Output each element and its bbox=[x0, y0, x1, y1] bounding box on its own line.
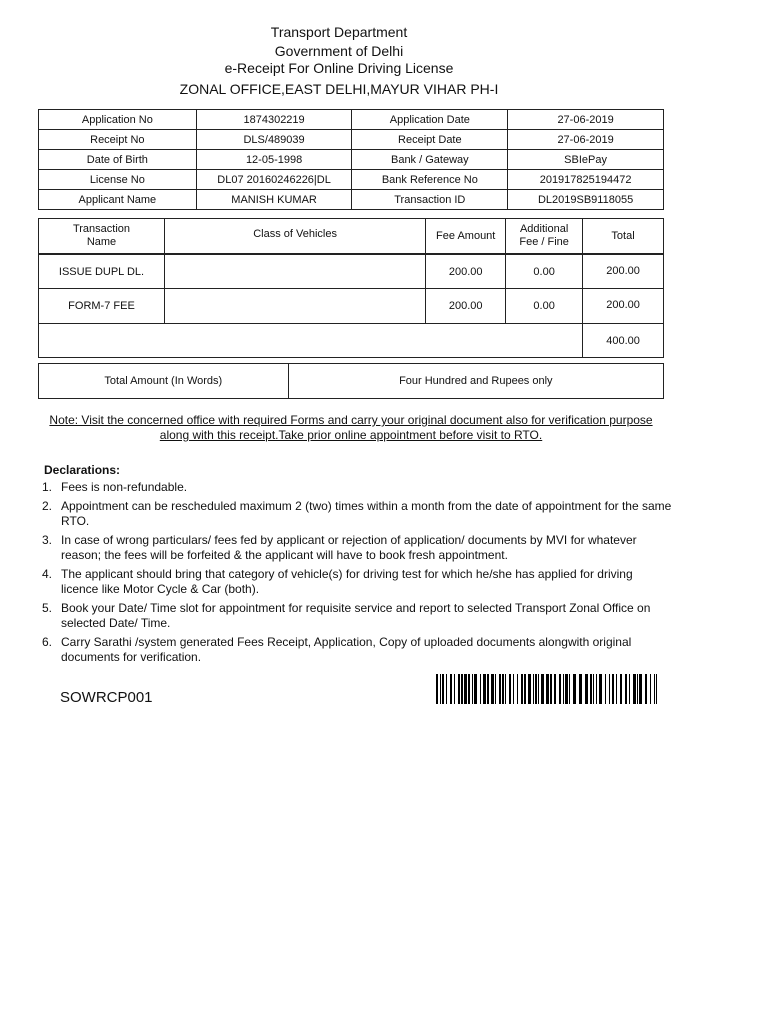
barcode-bar bbox=[637, 674, 638, 704]
fee-header-row bbox=[39, 219, 664, 254]
declaration-number: 2. bbox=[42, 499, 53, 513]
total-header: Total bbox=[583, 219, 664, 254]
barcode-bar bbox=[454, 674, 455, 704]
fee-table bbox=[38, 218, 664, 358]
barcode-bar bbox=[656, 674, 657, 704]
barcode-bar bbox=[458, 674, 460, 704]
barcode-bar bbox=[593, 674, 594, 704]
transaction-name-cell: FORM-7 FEE bbox=[39, 289, 165, 324]
grand-total-spacer bbox=[39, 324, 583, 358]
bank-reference-value: 201917825194472 bbox=[508, 170, 664, 190]
declaration-text: Appointment can be rescheduled maximum 2 (two) times within a month from the date of appointment for the same RTO. bbox=[61, 499, 672, 528]
declarations-list bbox=[42, 480, 672, 669]
fee-cell: 200.00 bbox=[426, 289, 506, 324]
declaration-number: 3. bbox=[42, 533, 53, 547]
additional-fee-header bbox=[506, 219, 583, 254]
barcode-bar bbox=[639, 674, 642, 704]
barcode-bar bbox=[464, 674, 467, 704]
barcode-bar bbox=[550, 674, 552, 704]
applicant-name-value: MANISH KUMAR bbox=[196, 190, 352, 210]
info-row bbox=[39, 110, 664, 130]
barcode-bar bbox=[440, 674, 441, 704]
barcode-bar bbox=[605, 674, 606, 704]
department-title: Transport Department bbox=[270, 24, 408, 40]
barcode-bar bbox=[472, 674, 473, 704]
form-code: SOWRCP001 bbox=[60, 689, 153, 706]
application-date-label: Application Date bbox=[352, 110, 508, 130]
barcode-bar bbox=[480, 674, 481, 704]
declaration-text: Fees is non-refundable. bbox=[61, 480, 188, 494]
application-no-value: 1874302219 bbox=[196, 110, 352, 130]
application-no-label: Application No bbox=[39, 110, 197, 130]
barcode-bar bbox=[629, 674, 630, 704]
transaction-name-cell: ISSUE DUPL DL. bbox=[39, 255, 165, 289]
class-cell bbox=[164, 289, 425, 324]
class-cell bbox=[164, 255, 425, 289]
barcode-bar bbox=[468, 674, 470, 704]
fee-row bbox=[39, 289, 664, 324]
barcode-bar bbox=[612, 674, 614, 704]
barcode-bar bbox=[616, 674, 617, 704]
barcode-bar bbox=[446, 674, 447, 704]
declaration-item bbox=[42, 635, 672, 665]
declaration-item bbox=[42, 499, 672, 529]
additional-fee-cell: 0.00 bbox=[506, 289, 583, 324]
barcode-bar bbox=[596, 674, 597, 704]
note bbox=[38, 413, 664, 443]
barcode-bar bbox=[565, 674, 568, 704]
application-info-table bbox=[38, 109, 664, 210]
receipt-date-value: 27-06-2019 bbox=[508, 130, 664, 150]
declaration-number: 5. bbox=[42, 601, 53, 615]
barcode-bar bbox=[509, 674, 511, 704]
receipt-date-label: Receipt Date bbox=[352, 130, 508, 150]
declaration-number: 4. bbox=[42, 567, 53, 581]
barcode-bar bbox=[499, 674, 501, 704]
government-title: Government of Delhi bbox=[274, 43, 404, 59]
info-row bbox=[39, 170, 664, 190]
barcode-bar bbox=[502, 674, 504, 704]
total-cell: 200.00 bbox=[583, 289, 664, 324]
transaction-name-header-text: Transaction Name bbox=[72, 223, 131, 248]
barcode-bar bbox=[538, 674, 539, 704]
barcode-bar bbox=[483, 674, 486, 704]
info-row bbox=[39, 130, 664, 150]
barcode-bar bbox=[599, 674, 602, 704]
barcode-bar bbox=[521, 674, 523, 704]
barcode-bar bbox=[535, 674, 537, 704]
license-no-label: License No bbox=[39, 170, 197, 190]
total-cell: 200.00 bbox=[583, 255, 664, 289]
dob-label: Date of Birth bbox=[39, 150, 197, 170]
bank-gateway-label: Bank / Gateway bbox=[352, 150, 508, 170]
info-row bbox=[39, 150, 664, 170]
amount-in-words-label: Total Amount (In Words) bbox=[39, 364, 289, 399]
declaration-item bbox=[42, 567, 672, 597]
barcode-bar bbox=[442, 674, 444, 704]
barcode-image bbox=[436, 674, 658, 704]
fee-cell: 200.00 bbox=[426, 255, 506, 289]
grand-total-row bbox=[39, 324, 664, 358]
barcode-bar bbox=[461, 674, 463, 704]
additional-fee-header-text: Additional Fee / Fine bbox=[519, 223, 569, 248]
amount-in-words-table bbox=[38, 363, 664, 399]
office-title: ZONAL OFFICE,EAST DELHI,MAYUR VIHAR PH-I bbox=[179, 81, 499, 97]
barcode-bar bbox=[436, 674, 438, 704]
note-line-1: Note: Visit the concerned office with required Forms and carry your original document also for verification purpose bbox=[49, 413, 653, 427]
note-line-2: along with this receipt.Take prior online appointment before visit to RTO. bbox=[159, 428, 543, 442]
dob-value: 12-05-1998 bbox=[196, 150, 352, 170]
barcode-bar bbox=[495, 674, 496, 704]
barcode-bar bbox=[590, 674, 592, 704]
barcode-bar bbox=[491, 674, 494, 704]
barcode-bar bbox=[633, 674, 636, 704]
barcode-bar bbox=[585, 674, 588, 704]
receipt-no-label: Receipt No bbox=[39, 130, 197, 150]
barcode-bar bbox=[579, 674, 582, 704]
barcode-bar bbox=[620, 674, 622, 704]
declaration-text: The applicant should bring that category of vehicle(s) for driving test for which he/she has applied for driving licence like Motor Cycle & Car (both). bbox=[61, 567, 633, 596]
barcode-bar bbox=[645, 674, 647, 704]
fee-row bbox=[39, 255, 664, 289]
amount-in-words-value: Four Hundred and Rupees only bbox=[288, 364, 663, 399]
barcode-bar bbox=[474, 674, 477, 704]
declaration-text: Book your Date/ Time slot for appointment for requisite service and report to selected Transport Zonal Office on selected Date/ Time. bbox=[61, 601, 651, 630]
amount-in-words-row bbox=[39, 364, 664, 399]
barcode-bar bbox=[541, 674, 544, 704]
declaration-item bbox=[42, 601, 672, 631]
declaration-number: 1. bbox=[42, 480, 53, 494]
info-row bbox=[39, 190, 664, 210]
transaction-name-header bbox=[39, 219, 165, 254]
barcode-bar bbox=[546, 674, 549, 704]
additional-fee-cell: 0.00 bbox=[506, 255, 583, 289]
receipt-no-value: DLS/489039 bbox=[196, 130, 352, 150]
barcode-bar bbox=[573, 674, 576, 704]
applicant-name-label: Applicant Name bbox=[39, 190, 197, 210]
transaction-id-value: DL2019SB9118055 bbox=[508, 190, 664, 210]
barcode-bar bbox=[625, 674, 627, 704]
barcode-bar bbox=[559, 674, 561, 704]
barcode-bar bbox=[563, 674, 564, 704]
declarations-title: Declarations: bbox=[44, 463, 121, 477]
declaration-item bbox=[42, 480, 672, 495]
grand-total-value: 400.00 bbox=[583, 324, 664, 358]
bank-gateway-value: SBIePay bbox=[508, 150, 664, 170]
class-of-vehicles-header: Class of Vehicles bbox=[164, 219, 425, 254]
barcode-bar bbox=[524, 674, 526, 704]
receipt-title: e-Receipt For Online Driving License bbox=[224, 60, 454, 76]
bank-reference-label: Bank Reference No bbox=[352, 170, 508, 190]
barcode-bar bbox=[554, 674, 556, 704]
barcode-bar bbox=[528, 674, 531, 704]
declaration-text: In case of wrong particulars/ fees fed by applicant or rejection of application/ documents by MVI for whatever reason; the fees will be forfeited & the applicant will have to book fresh appointment. bbox=[61, 533, 637, 562]
barcode-bar bbox=[609, 674, 610, 704]
fee-amount-header: Fee Amount bbox=[426, 219, 506, 254]
barcode-bar bbox=[569, 674, 570, 704]
declaration-number: 6. bbox=[42, 635, 53, 649]
declaration-text: Carry Sarathi /system generated Fees Receipt, Application, Copy of uploaded documents alongwith original documents for verification. bbox=[61, 635, 632, 664]
barcode-bar bbox=[513, 674, 514, 704]
barcode-bar bbox=[517, 674, 518, 704]
barcode-bar bbox=[487, 674, 489, 704]
application-date-value: 27-06-2019 bbox=[508, 110, 664, 130]
barcode-bar bbox=[650, 674, 651, 704]
declaration-item bbox=[42, 533, 672, 563]
transaction-id-label: Transaction ID bbox=[352, 190, 508, 210]
barcode-bar bbox=[533, 674, 534, 704]
barcode-bar bbox=[654, 674, 655, 704]
license-no-value: DL07 20160246226|DL bbox=[196, 170, 352, 190]
barcode-bar bbox=[505, 674, 506, 704]
barcode-bar bbox=[450, 674, 452, 704]
